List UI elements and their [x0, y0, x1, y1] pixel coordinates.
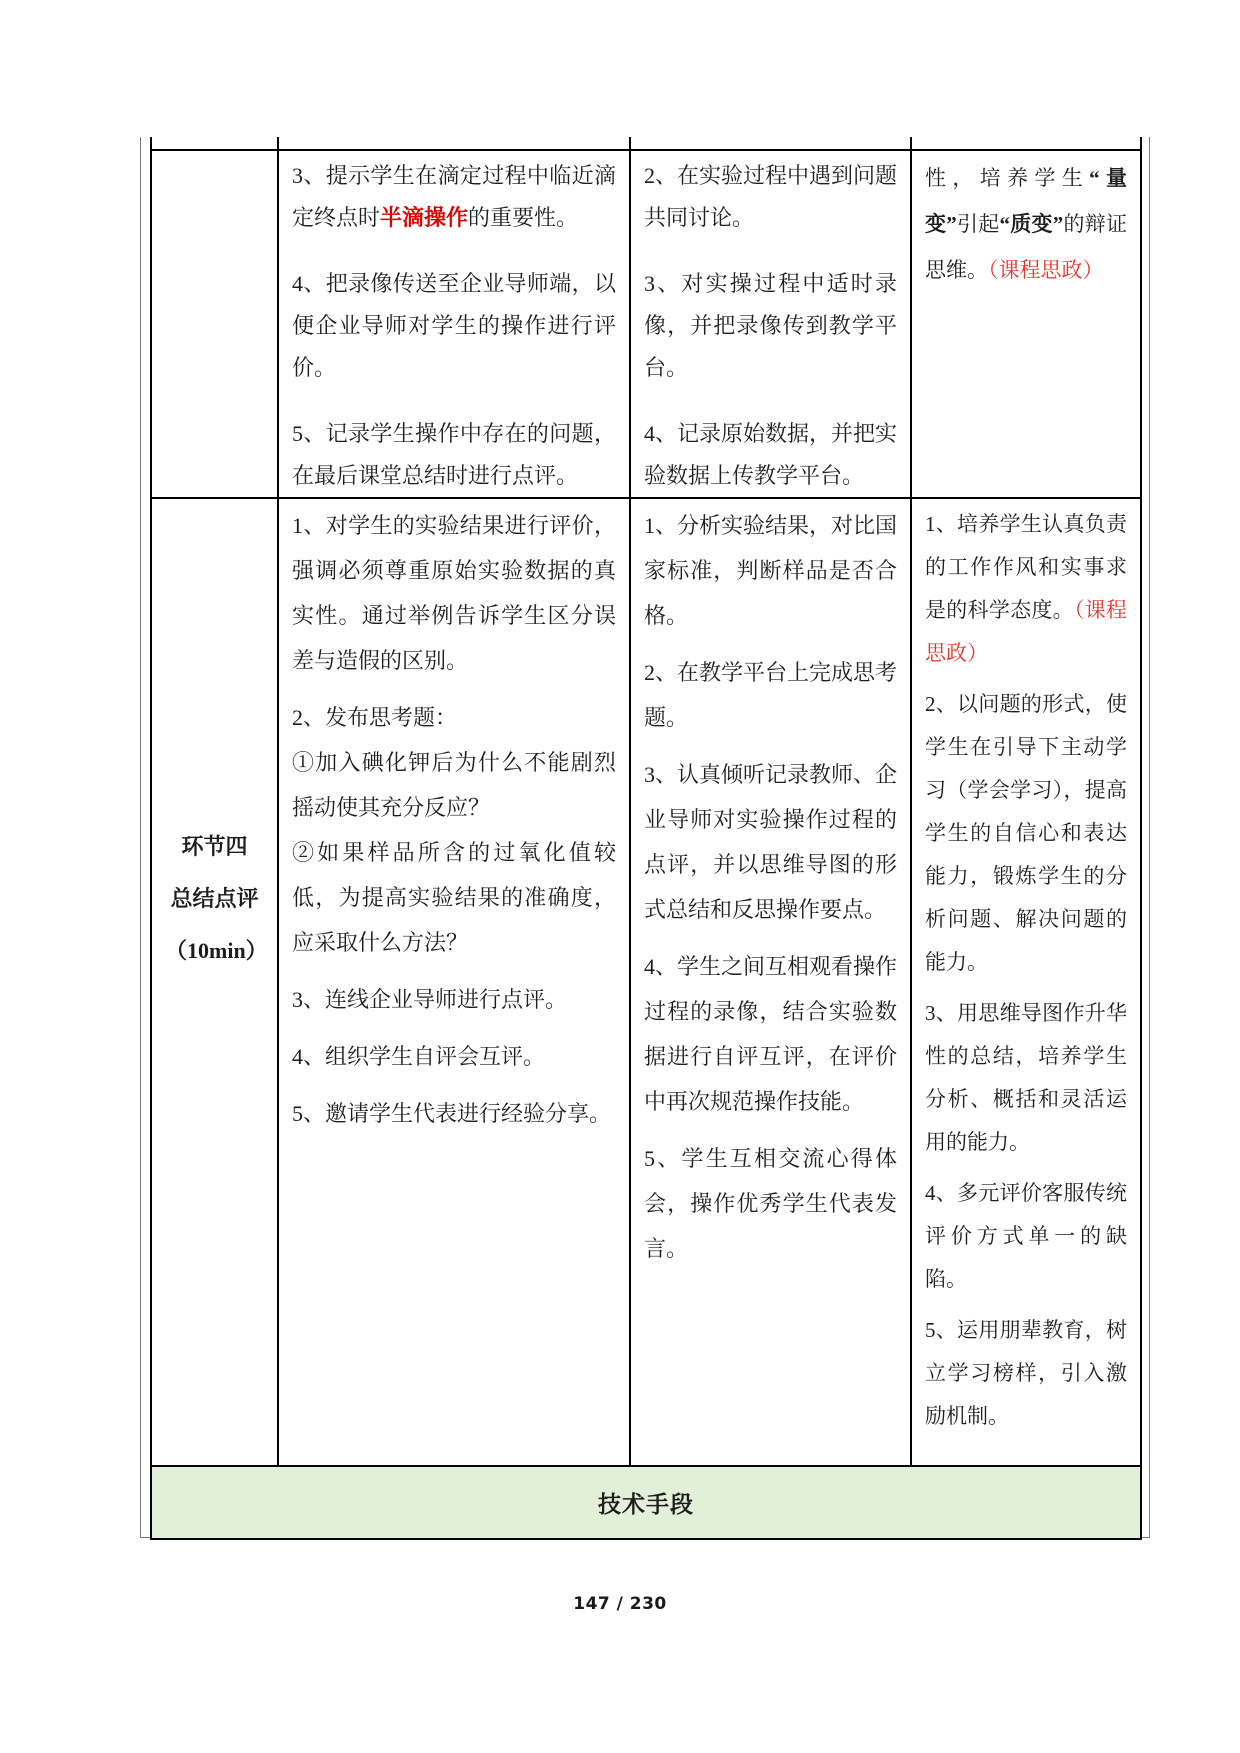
paragraph: [292, 1034, 616, 1079]
text-segment: 4、记录原始数据，并把实验数据上传教学平台。: [644, 421, 898, 488]
table-row-stage-four: [151, 498, 1141, 1466]
text-segment: 4、把录像传送至企业导师端，以便企业导师对学生的操作进行评价。: [292, 271, 616, 380]
paragraph: [925, 683, 1127, 984]
text-segment: 2、发布思考题：: [292, 705, 458, 730]
paragraph: [644, 944, 897, 1124]
table-row-continued: [151, 150, 1141, 498]
text-segment: 5、学生互相交流心得体会，操作优秀学生代表发言。: [644, 1146, 897, 1261]
text-segment: 4、学生之间互相观看操作过程的录像，结合实验数据进行自评互评，在评价中再次规范操作技能。: [644, 954, 898, 1114]
paragraph: [292, 977, 616, 1022]
paragraph: [292, 830, 616, 965]
empty-cell: [278, 137, 630, 150]
paragraph: [292, 413, 616, 497]
text-segment: 3、用思维导图作升华性的总结，培养学生分析、概括和灵活运用的能力。: [925, 1001, 1127, 1154]
text-segment: 1、分析实验结果，对比国家标准，判断样品是否合格。: [644, 513, 898, 628]
text-segment: 性，培养学生: [925, 166, 1090, 190]
text-segment: 5、邀请学生代表进行经验分享。: [292, 1101, 612, 1126]
text-segment: 2、在教学平台上完成思考题。: [644, 660, 898, 730]
text-segment: 2、在实验过程中遇到问题共同讨论。: [644, 163, 898, 230]
stage-label-line: 总结点评: [170, 886, 259, 911]
text-segment: “量变”: [925, 166, 1128, 236]
stage-cell-empty: [151, 150, 278, 498]
paragraph: [925, 1172, 1127, 1301]
text-segment: 2、以问题的形式，使学生在引导下主动学习（学会学习），提高学生的自信心和表达能力，锻炼学生的分析问题、解决问题的能力。: [925, 692, 1127, 974]
paragraph: [644, 503, 897, 638]
text-segment: “质变”: [999, 212, 1064, 236]
paragraph: [292, 1091, 616, 1136]
tech-section-header: 技术手段: [151, 1466, 1141, 1539]
text-segment: （课程思政）: [988, 258, 1104, 282]
design-intent-cell: [911, 498, 1141, 1466]
paragraph: [925, 1309, 1127, 1438]
lesson-plan-table: [150, 137, 1142, 1540]
text-segment: 4、组织学生自评会互评。: [292, 1044, 546, 1069]
student-activity-cell: [630, 150, 911, 498]
text-segment: 3、对实操过程中适时录像，并把录像传到教学平台。: [644, 271, 897, 380]
text-segment: 5、运用朋辈教育，树立学习榜样，引入激励机制。: [925, 1318, 1127, 1428]
paragraph: [925, 503, 1127, 675]
text-segment: 的重要性。: [468, 205, 579, 230]
paragraph: [925, 992, 1127, 1164]
teacher-activity-cell: [278, 150, 630, 498]
text-segment: 引起: [956, 212, 1000, 236]
text-segment: 1、培养学生认真负责的工作作风和实事求是的科学态度。: [925, 512, 1127, 622]
paragraph: [292, 503, 616, 683]
text-segment: 4、多元评价客服传统评价方式单一的缺陷。: [925, 1181, 1127, 1291]
paragraph: [292, 740, 616, 830]
paragraph: [644, 263, 897, 389]
text-segment: （课程思政）: [925, 598, 1128, 665]
text-segment: 半滴操作: [380, 205, 469, 230]
carried-over-row-sliver: [151, 137, 1141, 150]
paragraph: [925, 155, 1127, 293]
text-segment: ②如果样品所含的过氧化值较低，为提高实验结果的准确度，应采取什么方法？: [292, 840, 616, 955]
page-number: 147 / 230: [573, 1594, 667, 1614]
paragraph: [292, 695, 616, 740]
student-activity-cell: [630, 498, 911, 1466]
teacher-activity-cell: [278, 498, 630, 1466]
text-segment: 5、记录学生操作中存在的问题，在最后课堂总结时进行点评。: [292, 421, 616, 488]
stage-cell: [151, 498, 278, 1466]
empty-cell: [911, 137, 1141, 150]
empty-cell: [630, 137, 911, 150]
tech-section-row: [151, 1466, 1141, 1539]
stage-label-line: 环节四: [181, 834, 248, 859]
design-intent-cell: [911, 150, 1141, 498]
stage-label-line: （10min）: [165, 938, 268, 963]
paragraph: [644, 752, 897, 932]
paragraph: [644, 413, 897, 497]
paragraph: [644, 155, 897, 239]
text-segment: ①加入碘化钾后为什么不能剧烈摇动使其充分反应？: [292, 750, 616, 820]
text-segment: 的辩证思维。: [925, 212, 1127, 282]
text-segment: 3、提示学生在滴定过程中临近滴定终点时: [292, 163, 616, 230]
paragraph: [644, 650, 897, 740]
text-segment: 3、连线企业导师进行点评。: [292, 987, 568, 1012]
paragraph: [292, 263, 616, 389]
text-segment: 3、认真倾听记录教师、企业导师对实验操作过程的点评，并以思维导图的形式总结和反思操作要点。: [644, 762, 898, 922]
empty-cell: [151, 137, 278, 150]
paragraph: [644, 1136, 897, 1271]
paragraph: [292, 155, 616, 239]
text-segment: 1、对学生的实验结果进行评价，强调必须尊重原始实验数据的真实性。通过举例告诉学生区分误差与造假的区别。: [292, 513, 616, 673]
